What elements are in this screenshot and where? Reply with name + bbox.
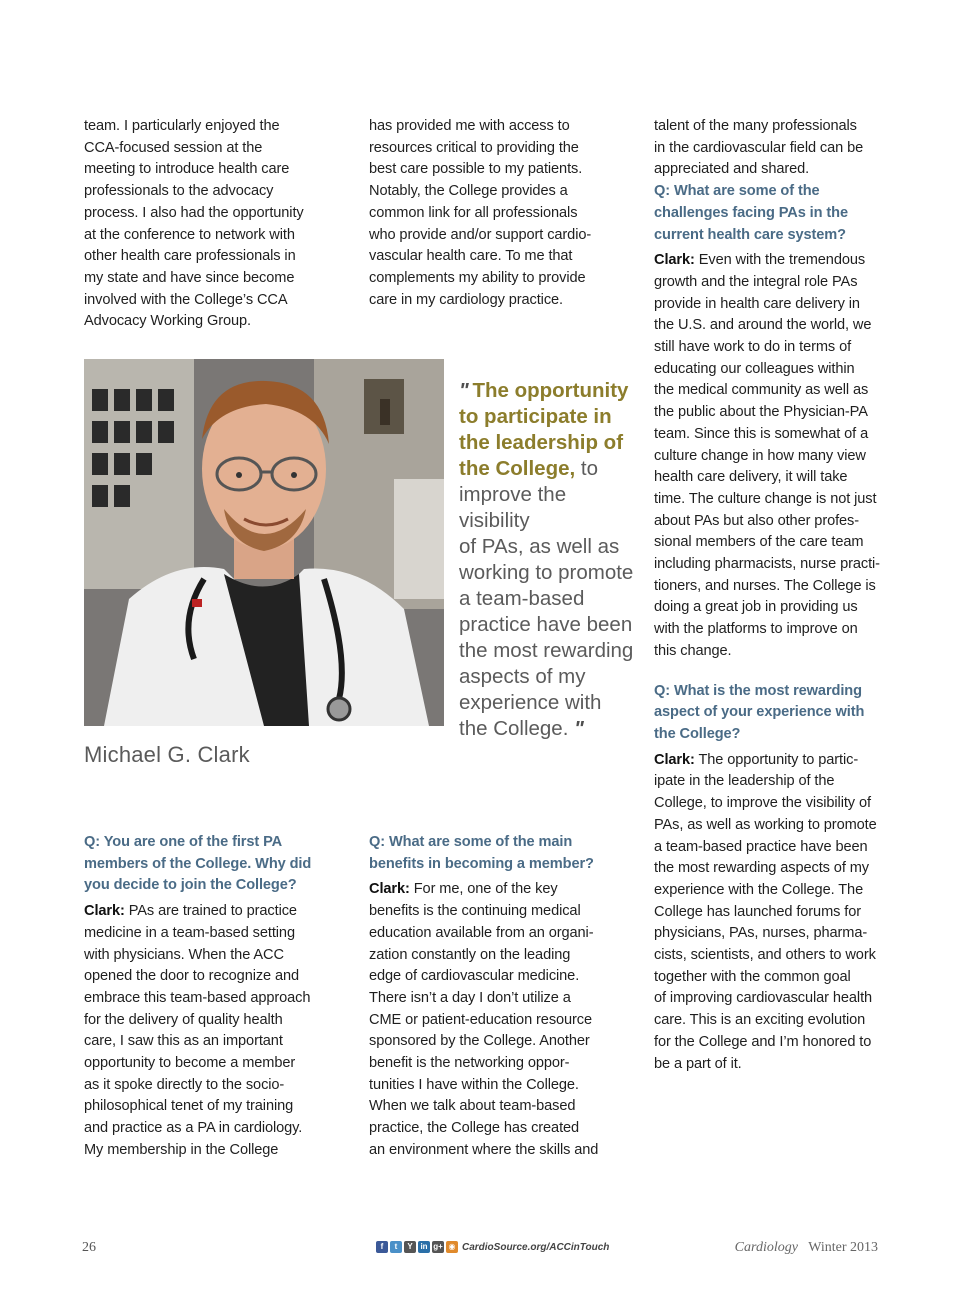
speaker-label: Clark: xyxy=(654,751,695,768)
text-line: including pharmacists, nurse practi- xyxy=(654,556,880,573)
site-link[interactable]: CardioSource.org/ACCinTouch xyxy=(462,1242,610,1253)
text-line: of improving cardiovascular health xyxy=(654,990,873,1007)
text-line: complements my ability to provide xyxy=(369,269,586,286)
pull-quote-line: improve the visibility xyxy=(459,483,567,532)
speaker-label: Clark: xyxy=(654,252,695,269)
col3-top-text xyxy=(654,116,894,181)
answer-2 xyxy=(369,879,619,1161)
text-line: When we talk about team-based xyxy=(369,1098,576,1115)
question-line: Q: What is the most rewarding xyxy=(654,682,862,699)
answer-3 xyxy=(654,250,894,662)
text-line: for the College and I’m honored to xyxy=(654,1033,872,1050)
text-line: professionals to the advocacy xyxy=(84,183,274,200)
text-line: tioners, and nurses. The College is xyxy=(654,577,876,594)
pull-quote-highlight: The opportunity xyxy=(472,379,629,402)
text-line: health care delivery, it will take xyxy=(654,469,848,486)
answer-1 xyxy=(84,901,324,1161)
question-2 xyxy=(369,832,619,875)
text-line: growth and the integral role PAs xyxy=(654,273,858,290)
pull-quote-highlight: the College, xyxy=(459,457,576,480)
pull-quote-line: a team-based xyxy=(459,587,585,610)
answer-first-line: Clark: The opportunity to partic- xyxy=(654,751,859,768)
question-line: the College? xyxy=(654,725,741,742)
open-quote-mark: " xyxy=(459,379,467,402)
magazine-title: Cardiology xyxy=(734,1240,798,1255)
qa-section-1 xyxy=(84,832,324,1162)
text-line: appreciated and shared. xyxy=(654,161,810,178)
question-3 xyxy=(654,181,894,246)
text-line: Advocacy Working Group. xyxy=(84,313,251,330)
text-line: provide in health care delivery in xyxy=(654,295,860,312)
pull-quote-line: aspects of my xyxy=(459,665,586,688)
text-line: ipate in the leadership of the xyxy=(654,773,835,790)
question-line: Q: You are one of the first PA xyxy=(84,834,283,850)
text-line: practice, the College has created xyxy=(369,1120,580,1137)
pull-quote-line: practice have been xyxy=(459,613,633,636)
text-line: my state and have since become xyxy=(84,269,295,286)
text-line: embrace this team-based approach xyxy=(84,989,311,1006)
photo-caption: Michael G. Clark xyxy=(84,742,250,767)
text-line: care in my cardiology practice. xyxy=(369,291,563,308)
text-line: time. The culture change is not just xyxy=(654,490,877,507)
answer-first-line: Clark: Even with the tremendous xyxy=(654,252,866,269)
text-line: philosophical tenet of my training xyxy=(84,1098,294,1115)
question-line: benefits in becoming a member? xyxy=(369,855,594,872)
magazine-issue xyxy=(735,1240,878,1256)
text-line: opened the door to recognize and xyxy=(84,968,300,985)
text-line: experience with the College. The xyxy=(654,881,864,898)
question-line: you decide to join the College? xyxy=(84,877,297,894)
pull-quote-line: working to promote xyxy=(459,561,634,584)
text-line: team. Since this is somewhat of a xyxy=(654,425,869,442)
text-line: Notably, the College provides a xyxy=(369,183,568,200)
text-line: edge of cardiovascular medicine. xyxy=(369,968,580,985)
linkedin-icon[interactable]: in xyxy=(418,1241,430,1253)
text-line: other health care professionals in xyxy=(84,248,296,265)
pull-quote xyxy=(459,378,639,742)
text-line: involved with the College’s CCA xyxy=(84,291,288,308)
answer-first-line: Clark: PAs are trained to practice xyxy=(84,903,297,920)
text-line: care, I saw this as an important xyxy=(84,1033,283,1050)
facebook-icon[interactable]: f xyxy=(376,1241,388,1253)
text-line: an environment where the skills and xyxy=(369,1141,599,1158)
youtube-icon[interactable]: Y xyxy=(404,1241,416,1253)
text-line: culture change in how many view xyxy=(654,447,866,464)
page-number: 26 xyxy=(82,1240,96,1255)
text-line: and practice as a PA in cardiology. xyxy=(84,1120,303,1137)
text-line: with the platforms to improve on xyxy=(654,621,858,638)
text-line: team. I particularly enjoyed the xyxy=(84,118,280,134)
portrait-photo xyxy=(84,359,444,726)
text-line: who provide and/or support cardio- xyxy=(369,226,592,243)
text-line: the U.S. and around the world, we xyxy=(654,317,872,334)
text-line: CCA-focused session at the xyxy=(84,139,263,156)
text-line: physicians, PAs, nurses, pharma- xyxy=(654,925,868,942)
text-line: care. This is an exciting evolution xyxy=(654,1012,866,1029)
text-line: with physicians. When the ACC xyxy=(84,946,284,963)
text-line: be a part of it. xyxy=(654,1055,742,1072)
pull-quote-line: of PAs, as well as xyxy=(459,535,620,558)
text-line: tunities I have within the College. xyxy=(369,1076,579,1093)
text-line: doing a great job in providing us xyxy=(654,599,858,616)
text-line: a team-based practice have been xyxy=(654,838,868,855)
col1-top-text xyxy=(84,116,324,333)
text-line: meeting to introduce health care xyxy=(84,161,290,178)
text-line: cists, scientists, and others to work xyxy=(654,947,876,964)
pull-quote-tail: to xyxy=(575,457,598,480)
text-line: vascular health care. To me that xyxy=(369,248,573,265)
text-line: the most rewarding aspects of my xyxy=(654,860,869,877)
text-line: benefit is the networking oppor- xyxy=(369,1055,570,1072)
text-line: sional members of the care team xyxy=(654,534,864,551)
text-line: talent of the many professionals xyxy=(654,118,857,134)
answer-first-line: Clark: For me, one of the key xyxy=(369,881,558,898)
text-line: There isn’t a day I don’t utilize a xyxy=(369,989,571,1006)
page-footer xyxy=(0,1238,960,1260)
pull-quote-line: the most rewarding xyxy=(459,639,634,662)
question-1 xyxy=(84,832,324,897)
text-line: zation constantly on the leading xyxy=(369,946,571,963)
text-line: process. I also had the opportunity xyxy=(84,204,304,221)
text-line: CME or patient-education resource xyxy=(369,1011,593,1028)
speaker-label: Clark: xyxy=(369,881,410,898)
text-line: the medical community as well as xyxy=(654,382,869,399)
text-line: resources critical to providing the xyxy=(369,139,579,156)
text-line: best care possible to my patients. xyxy=(369,161,583,178)
pull-quote-highlight: the leadership of xyxy=(459,431,624,454)
issue-date: Winter 2013 xyxy=(808,1240,878,1255)
text-line: together with the common goal xyxy=(654,968,851,985)
pull-quote-highlight: to participate in xyxy=(459,405,612,428)
qa-section-2 xyxy=(369,832,619,1162)
text-line: College has launched forums for xyxy=(654,903,862,920)
column-3 xyxy=(654,116,894,1075)
text-line: College, to improve the visibility of xyxy=(654,795,871,812)
text-line: the public about the Physician-PA xyxy=(654,404,868,421)
pull-quote-line: the College. xyxy=(459,717,569,740)
pull-quote-text xyxy=(459,379,633,740)
text-line: common link for all professionals xyxy=(369,204,578,221)
text-line: medicine in a team-based setting xyxy=(84,924,295,941)
social-icons xyxy=(376,1241,458,1253)
column-1-top xyxy=(84,116,324,333)
text-line: this change. xyxy=(654,642,732,659)
googleplus-icon[interactable]: g+ xyxy=(433,1242,443,1251)
text-line: about PAs but also other profes- xyxy=(654,512,860,529)
column-2-top xyxy=(369,116,619,311)
text-line: has provided me with access to xyxy=(369,118,570,134)
rss-icon[interactable]: ◉ xyxy=(446,1241,458,1253)
question-line: challenges facing PAs in the xyxy=(654,204,848,221)
question-line: Q: What are some of the xyxy=(654,183,820,200)
speaker-label: Clark: xyxy=(84,903,125,920)
twitter-icon[interactable]: t xyxy=(390,1241,402,1253)
col2-top-text xyxy=(369,116,619,311)
text-line: PAs, as well as working to promote xyxy=(654,816,877,833)
text-line: opportunity to become a member xyxy=(84,1055,296,1072)
text-line: education available from an organi- xyxy=(369,924,594,941)
text-line: still have work to do in terms of xyxy=(654,339,852,356)
text-line: at the conference to network with xyxy=(84,226,295,243)
question-4 xyxy=(654,681,894,746)
answer-4 xyxy=(654,750,894,1076)
question-line: Q: What are some of the main xyxy=(369,834,573,850)
question-line: aspect of your experience with xyxy=(654,704,865,721)
close-quote-mark: " xyxy=(574,717,582,740)
text-line: benefits is the continuing medical xyxy=(369,903,581,920)
question-line: members of the College. Why did xyxy=(84,855,312,872)
text-line: in the cardiovascular field can be xyxy=(654,139,864,156)
text-line: educating our colleagues within xyxy=(654,360,855,377)
text-line: My membership in the College xyxy=(84,1141,279,1158)
question-line: current health care system? xyxy=(654,226,846,243)
pull-quote-line: experience with xyxy=(459,691,602,714)
text-line: for the delivery of quality health xyxy=(84,1011,283,1028)
text-line: sponsored by the College. Another xyxy=(369,1033,590,1050)
text-line: as it spoke directly to the socio- xyxy=(84,1076,285,1093)
